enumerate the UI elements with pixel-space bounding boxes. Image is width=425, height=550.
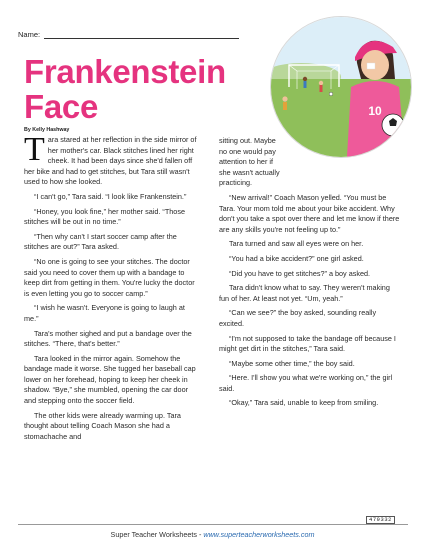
paragraph: “New arrival!” Coach Mason yelled. “You must be Tara. Your mom told me about your bike accident. Why don't you take a spot over there and let me know if there are any skills you're not feeling up to.” (219, 192, 400, 234)
name-blank-line (44, 30, 239, 39)
paragraph: “No one is going to see your stitches. The doctor said you need to cover them up with a bandage to keep dirt from getting in them. You're lucky the doctor is even letting you go to soccer camp.” (24, 256, 195, 298)
byline: By Kelly Hashway (24, 127, 70, 133)
paragraph: “Then why can't I start soccer camp after the stitches are out?” Tara asked. (24, 231, 177, 252)
paragraph: Tara didn't know what to say. They weren't making fun of her. At least not yet. “Um, yeah.” (219, 283, 390, 303)
paragraph: “Honey, you look fine,” her mother said. “Those stitches will be out in no time.” (24, 206, 185, 227)
name-label: Name: (18, 30, 41, 39)
footer-separator: - (196, 530, 204, 539)
paragraph: Tara turned and saw all eyes were on her. (229, 239, 364, 249)
title-line-2: Face (24, 88, 99, 125)
story-title (24, 54, 226, 124)
paragraph-continued: sitting out. Maybe no one would pay attention to her if she wasn't actually practicing. (219, 136, 280, 188)
paragraph: “Did you have to get stitches?” a boy asked. (229, 268, 371, 278)
worksheet-code: 479332 (366, 516, 395, 524)
paragraph: “Here. I'll show you what we're working on,” the girl said. (219, 373, 393, 393)
footer-divider (18, 524, 408, 525)
footer-brand: Super Teacher Worksheets (110, 530, 197, 539)
paragraph: “Maybe some other time,” the boy said. (229, 358, 355, 368)
title-line-1: Frankenstein (24, 53, 226, 90)
paragraph: “I wish he wasn't. Everyone is going to laugh at me.” (24, 303, 185, 323)
paragraph: Tara stared at her reflection in the side mirror of her mother's car. Black stitches lined her right cheek. It had been days since she'd fallen off her bike and had to get stitches, but Tara still wasn't used to how she looked. (24, 131, 197, 187)
name-field (18, 30, 239, 39)
paragraph: “I can't go,” Tara said. “I look like Frankenstein.” (34, 191, 187, 201)
footer-url-link[interactable]: www.superteacherworksheets.com (203, 530, 315, 539)
paragraph: “Okay,” Tara said, unable to keep from smiling. (229, 398, 379, 408)
paragraph: “I'm not supposed to take the bandage off because I might get dirt in the stitches,” Tara said. (219, 333, 396, 354)
paragraph: Tara looked in the mirror again. Somehow the bandage made it worse. She tugged her baseball cap lower on her forehead, hoping to keep her cheek in shadow. “Bye,” she mumbled, opening the car door and stepping onto the soccer field. (24, 353, 196, 406)
paragraph: The other kids were already warming up. Tara thought about telling Coach Mason she had a stomachache and (24, 410, 181, 441)
shirt-number: 10 (368, 104, 382, 118)
paragraph: “You had a bike accident?” one girl asked. (229, 253, 364, 263)
drop-cap: T (24, 131, 45, 168)
small-ball (329, 92, 333, 96)
paragraph: Tara's mother sighed and put a bandage over the stitches. “There, that's better.” (24, 328, 192, 349)
story-column-2 (219, 136, 401, 413)
footer (0, 530, 425, 539)
story-column-1 (24, 131, 200, 446)
paragraph: “Can we see?” the boy asked, sounding really excited. (219, 308, 377, 328)
